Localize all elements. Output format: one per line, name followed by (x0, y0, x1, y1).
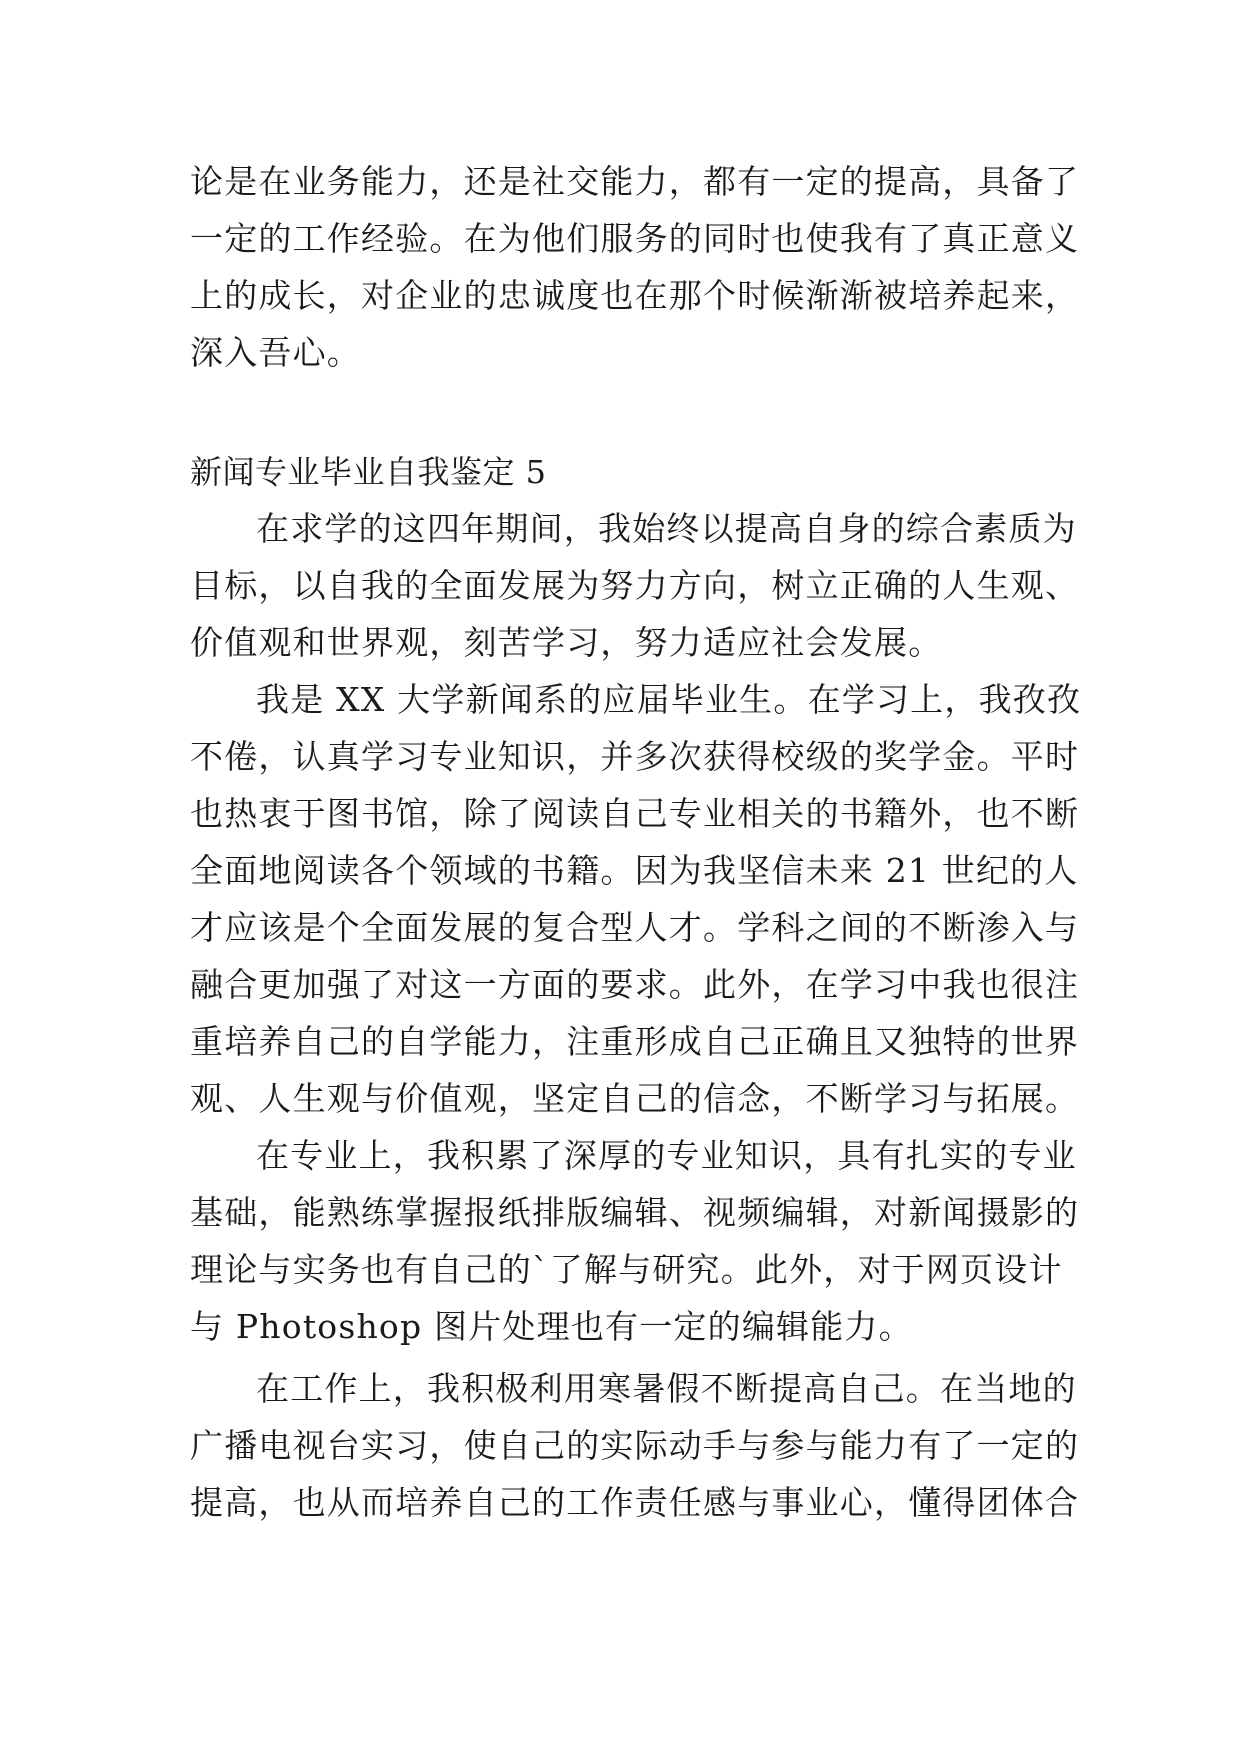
text-line: 在求学的这四年期间，我始终以提高自身的综合素质为 (256, 509, 1077, 548)
text-line: 论是在业务能力，还是社交能力，都有一定的提高，具备了 (190, 162, 1080, 201)
text-line: 上的成长，对企业的忠诚度也在那个时候渐渐被培养起来， (190, 276, 1080, 315)
text-line: 在工作上，我积极利用寒暑假不断提高自己。在当地的 (256, 1369, 1077, 1408)
text-line: 观、人生观与价值观，坚定自己的信念，不断学习与拓展。 (190, 1079, 1080, 1118)
text-line: 才应该是个全面发展的复合型人才。学科之间的不断渗入与 (190, 908, 1080, 947)
text-line: 与 Photoshop 图片处理也有一定的编辑能力。 (190, 1307, 913, 1346)
text-line: 也热衷于图书馆，除了阅读自己专业相关的书籍外，也不断 (190, 794, 1080, 833)
text-line: 提高，也从而培养自己的工作责任感与事业心，懂得团体合 (190, 1483, 1080, 1522)
text-line: 不倦，认真学习专业知识，并多次获得校级的奖学金。平时 (190, 737, 1080, 776)
text-line: 一定的工作经验。在为他们服务的同时也使我有了真正意义 (190, 219, 1080, 258)
text-line: 融合更加强了对这一方面的要求。此外，在学习中我也很注 (190, 965, 1080, 1004)
text-line: 价值观和世界观，刻苦学习，努力适应社会发展。 (190, 623, 943, 662)
text-line: 基础，能熟练掌握报纸排版编辑、视频编辑，对新闻摄影的 (190, 1193, 1080, 1232)
section-title: 新闻专业毕业自我鉴定 5 (190, 453, 547, 491)
text-line: 理论与实务也有自己的`了解与研究。此外，对于网页设计 (190, 1250, 1063, 1289)
text-line: 全面地阅读各个领域的书籍。因为我坚信未来 21 世纪的人 (190, 851, 1079, 890)
text-line: 广播电视台实习，使自己的实际动手与参与能力有了一定的 (190, 1426, 1080, 1465)
text-line: 重培养自己的自学能力，注重形成自己正确且又独特的世界 (190, 1022, 1080, 1061)
text-line: 目标，以自我的全面发展为努力方向，树立正确的人生观、 (190, 566, 1080, 605)
text-line: 我是 XX 大学新闻系的应届毕业生。在学习上，我孜孜 (256, 680, 1082, 719)
text-line: 深入吾心。 (190, 333, 361, 372)
text-line: 在专业上，我积累了深厚的专业知识，具有扎实的专业 (256, 1136, 1077, 1175)
